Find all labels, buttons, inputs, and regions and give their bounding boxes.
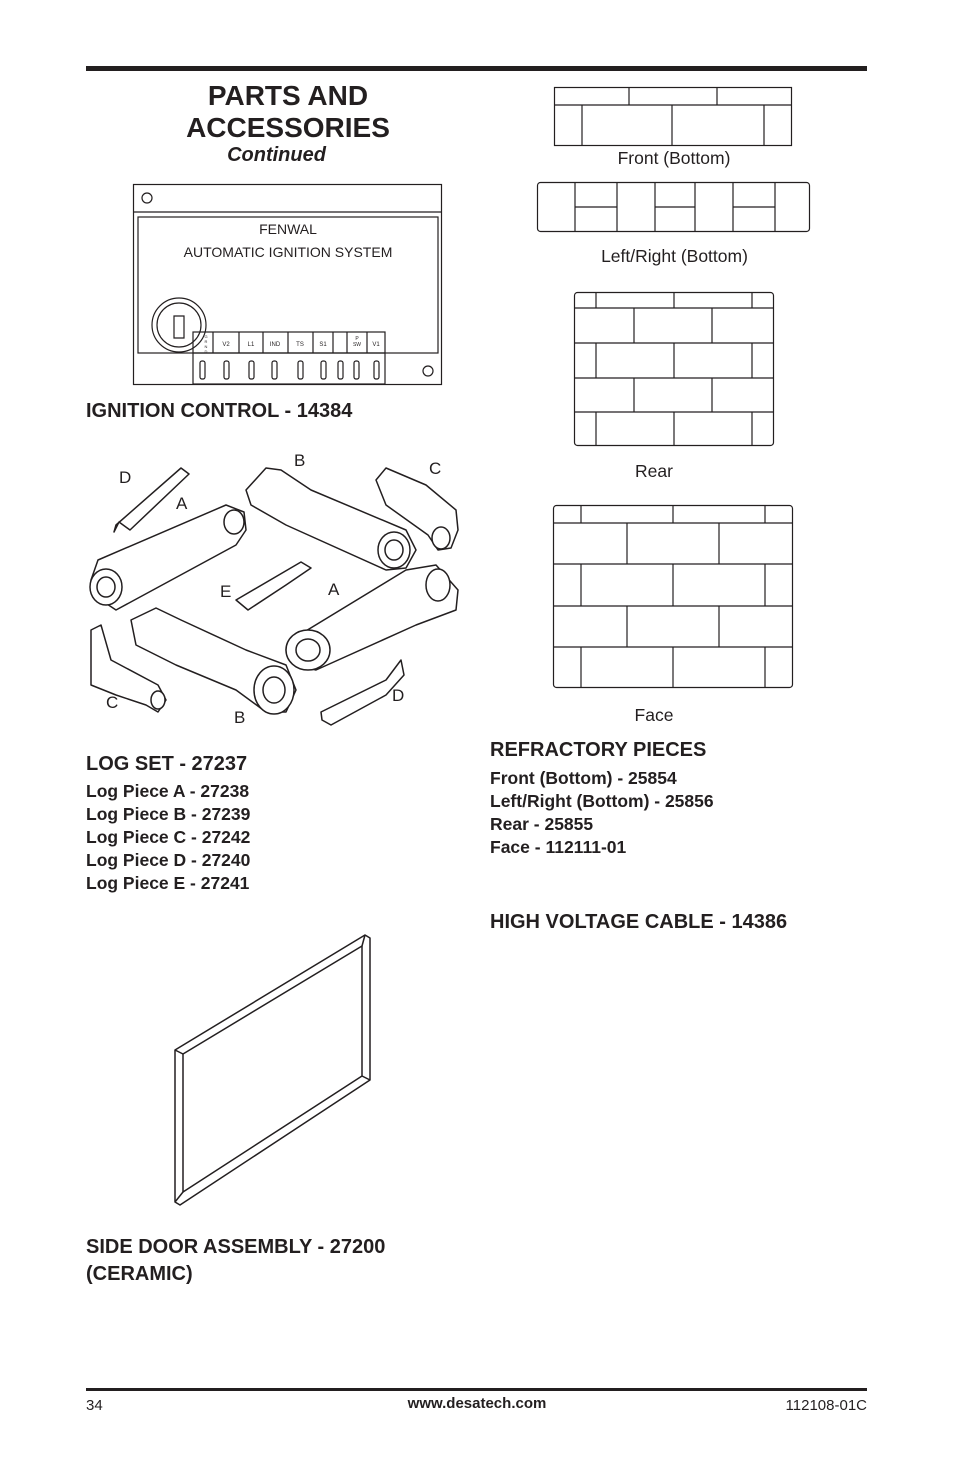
log-label-a: A <box>328 580 340 599</box>
terminal-label: V2 <box>222 342 230 348</box>
svg-text:D: D <box>204 349 208 354</box>
log-label-b: B <box>234 708 246 727</box>
refractory-item: Front (Bottom) - 25854 <box>490 768 677 788</box>
log-item: Log Piece A - 27238 <box>86 781 250 801</box>
log-item: Log Piece C - 27242 <box>86 827 251 847</box>
refractory-item: Left/Right (Bottom) - 25856 <box>490 791 714 811</box>
terminal-label: TS <box>296 342 304 348</box>
terminal-label-psw: P <box>355 336 359 342</box>
ignition-control-heading: IGNITION CONTROL - 14384 <box>86 400 353 422</box>
page-subtitle: Continued <box>227 144 326 166</box>
document-number: 112108-01C <box>785 1397 867 1414</box>
refractory-item: Face - 112111-01 <box>490 837 627 857</box>
log-label-d: D <box>392 686 405 705</box>
bottom-rule <box>86 1388 867 1391</box>
refractory-face-caption: Face <box>634 705 674 725</box>
refractory-item: Rear - 25855 <box>490 814 594 834</box>
refractory-rear-diagram <box>574 292 776 448</box>
log-label-e: E <box>220 582 232 601</box>
log-item: Log Piece D - 27240 <box>86 850 251 870</box>
page-title-line2: ACCESSORIES <box>186 112 390 143</box>
side-door-heading-line2: (CERAMIC) <box>86 1263 193 1285</box>
ignition-brand: FENWAL <box>259 221 317 237</box>
svg-text:R: R <box>204 339 208 344</box>
log-set-diagram <box>86 450 466 730</box>
log-label-c: C <box>106 693 119 712</box>
log-item: Log Piece E - 27241 <box>86 873 250 893</box>
terminal-label: L1 <box>247 342 255 348</box>
log-piece-e <box>236 562 311 610</box>
refractory-heading: REFRACTORY PIECES <box>490 739 707 761</box>
website-link[interactable]: www.desatech.com <box>407 1395 547 1412</box>
log-set-heading: LOG SET - 27237 <box>86 753 248 775</box>
log-item: Log Piece B - 27239 <box>86 804 251 824</box>
log-label-a: A <box>176 494 188 513</box>
svg-text:N: N <box>204 344 208 349</box>
refractory-rear-caption: Rear <box>635 461 673 481</box>
refractory-face-diagram <box>553 505 795 690</box>
side-door-diagram <box>170 930 380 1210</box>
terminal-label: V1 <box>372 342 380 348</box>
refractory-left-right-diagram <box>537 182 812 234</box>
refractory-left-right-caption: Left/Right (Bottom) <box>601 246 748 266</box>
page-number: 34 <box>86 1397 103 1414</box>
log-label-c: C <box>429 459 442 478</box>
terminal-label-gnd: G <box>204 334 208 339</box>
terminal-label: S1 <box>319 342 327 348</box>
terminal-label: IND <box>269 342 281 348</box>
page-title-line1: PARTS AND <box>207 80 369 111</box>
svg-text:SW: SW <box>352 342 362 348</box>
ignition-control-diagram <box>133 184 443 386</box>
high-voltage-cable-heading: HIGH VOLTAGE CABLE - 14386 <box>490 911 788 933</box>
log-label-b: B <box>294 451 306 470</box>
refractory-front-diagram <box>554 87 794 149</box>
log-label-d: D <box>119 468 132 487</box>
side-door-heading-line1: SIDE DOOR ASSEMBLY - 27200 <box>86 1236 386 1258</box>
refractory-front-caption: Front (Bottom) <box>617 148 731 168</box>
top-rule <box>86 66 867 71</box>
ignition-system-label: AUTOMATIC IGNITION SYSTEM <box>183 244 393 260</box>
